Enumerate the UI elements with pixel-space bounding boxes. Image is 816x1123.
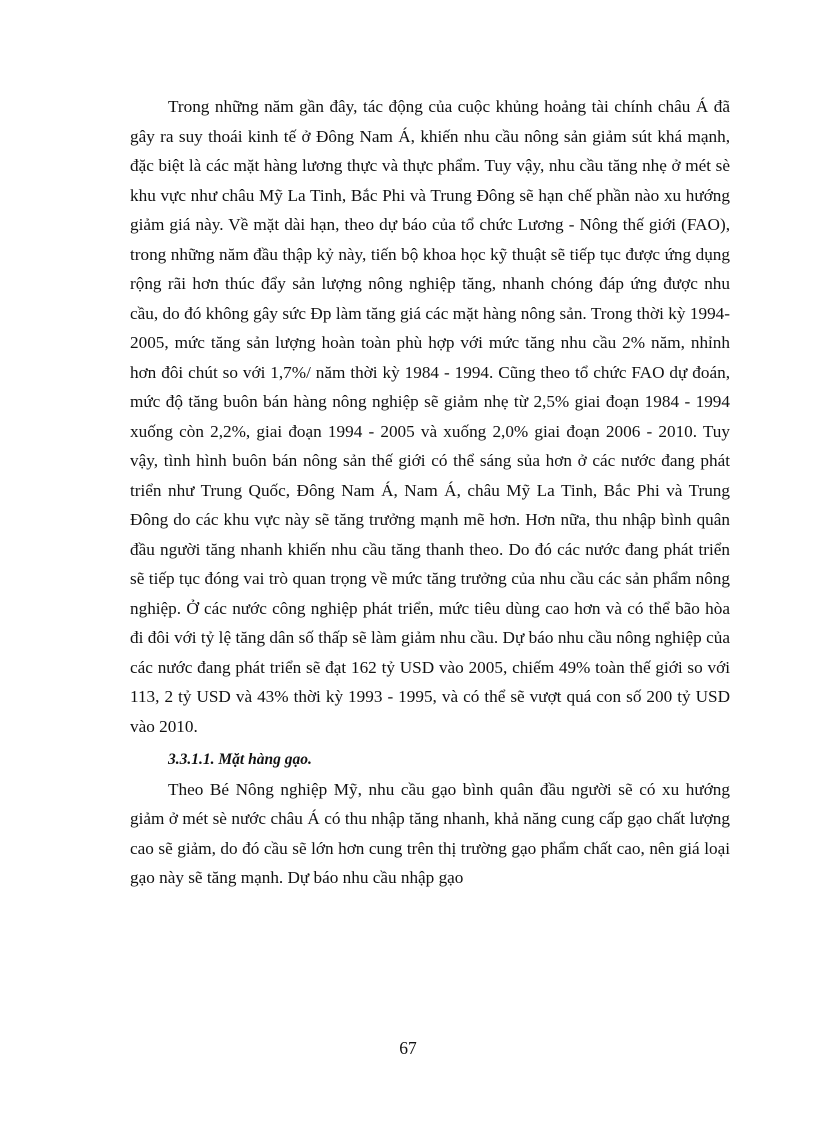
body-paragraph: Trong những năm gần đây, tác động của cuộc khủng hoảng tài chính châu Á đã gây ra suy thoái kinh tế ở Đông Nam Á, khiến nhu cầu nông sản giảm sút khá mạnh, đặc biệt là các mặt hàng lương thực và thực phẩm. Tuy vậy, nhu cầu tăng nhẹ ở mét sè khu vực như châu Mỹ La Tinh, Bắc Phi và Trung Đông sẽ hạn chế phần nào xu hướng giảm giá này. Về mặt dài hạn, theo dự báo của tổ chức Lương - Nông thế giới (FAO), trong những năm đầu thập kỷ này, tiến bộ khoa học kỹ thuật sẽ tiếp tục được ứng dụng rộng rãi hơn thúc đẩy sản lượng nông nghiệp tăng, nhanh chóng đáp ứng được nhu cầu, do đó không gây sức Ðp làm tăng giá các mặt hàng nông sản. Trong thời kỳ 1994-2005, mức tăng sản lượng hoàn toàn phù hợp với mức tăng nhu cầu 2% năm, nhỉnh hơn đôi chút so với 1,7%/ năm thời kỳ 1984 - 1994. Cũng theo tổ chức FAO dự đoán, mức độ tăng buôn bán hàng nông nghiệp sẽ giảm nhẹ từ 2,5% giai đoạn 1984 - 1994 xuống còn 2,2%, giai đoạn 1994 - 2005 và xuống 2,0% giai đoạn 2006 - 2010. Tuy vậy, tình hình buôn bán nông sản thế giới có thể sáng sủa hơn ở các nước đang phát triển như Trung Quốc, Đông Nam Á, Nam Á, châu Mỹ La Tinh, Bắc Phi và Trung Đông do các khu vực này sẽ tăng trưởng mạnh mẽ hơn. Hơn nữa, thu nhập bình quân đầu người tăng nhanh khiến nhu cầu tăng thanh theo. Do đó các nước đang phát triển sẽ tiếp tục đóng vai trò quan trọng về mức tăng trưởng của nhu cầu các sản phẩm nông nghiệp. Ở các nước công nghiệp phát triển, mức tiêu dùng cao hơn và có thể bão hòa đi đôi với tỷ lệ tăng dân số thấp sẽ làm giảm nhu cầu. Dự báo nhu cầu nông nghiệp của các nước đang phát triển sẽ đạt 162 tỷ USD vào 2005, chiếm 49% toàn thế giới so với 113, 2 tỷ USD và 43% thời kỳ 1993 - 1995, và có thể sẽ vượt quá con số 200 tỷ USD vào 2010. bbox=[130, 97, 730, 736]
body-paragraph: Theo Bé Nông nghiệp Mỹ, nhu cầu gạo bình quân đầu người sẽ có xu hướng giảm ở mét sè nước châu Á có thu nhập tăng nhanh, khả năng cung cấp gạo chất lượng cao sẽ giảm, do đó cầu sẽ lớn hơn cung trên thị trường gạo phẩm chất cao, nên giá loại gạo này sẽ tăng mạnh. Dự báo nhu cầu nhập gạo bbox=[130, 779, 730, 887]
page-number: 67 bbox=[399, 1038, 417, 1058]
page-body bbox=[130, 92, 730, 893]
section-heading: 3.3.1.1. Mặt hàng gạo. bbox=[168, 751, 312, 768]
